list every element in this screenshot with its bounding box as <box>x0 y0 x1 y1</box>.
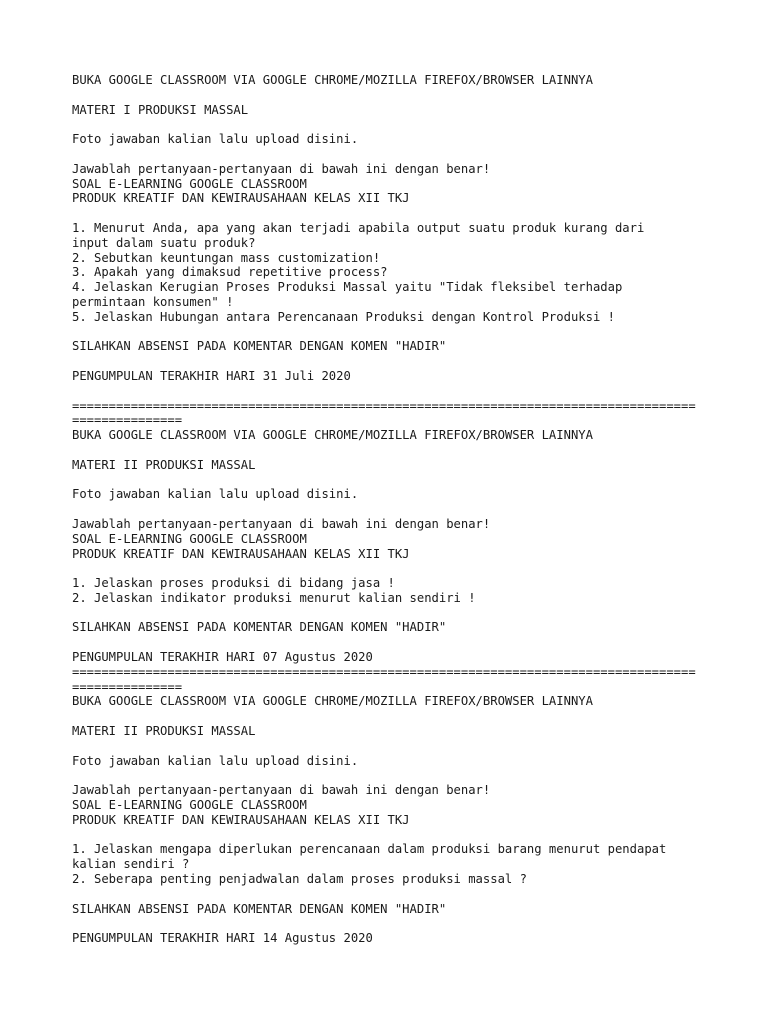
soal-title: SOAL E-LEARNING GOOGLE CLASSROOM <box>72 531 307 546</box>
deadline-note: PENGUMPULAN TERAKHIR HARI 14 Agustus 2020 <box>72 931 373 946</box>
separator-line: =============== <box>72 413 183 428</box>
question-line: 1. Jelaskan proses produksi di bidang jasa ! <box>72 576 395 591</box>
subject-title: PRODUK KREATIF DAN KEWIRAUSAHAAN KELAS XII TKJ <box>72 191 410 206</box>
soal-title: SOAL E-LEARNING GOOGLE CLASSROOM <box>72 176 307 191</box>
question-line: 3. Apakah yang dimaksud repetitive process? <box>72 265 388 280</box>
section-header: BUKA GOOGLE CLASSROOM VIA GOOGLE CHROME/MOZILLA FIREFOX/BROWSER LAINNYA <box>72 428 593 443</box>
question-line: 2. Seberapa penting penjadwalan dalam proses produksi massal ? <box>72 872 527 887</box>
question-line: kalian sendiri ? <box>72 857 190 872</box>
subject-title: PRODUK KREATIF DAN KEWIRAUSAHAAN KELAS XII TKJ <box>72 546 410 561</box>
upload-instruction: Foto jawaban kalian lalu upload disini. <box>72 487 359 502</box>
question-line: 1. Menurut Anda, apa yang akan terjadi apabila output suatu produk kurang dari <box>72 220 645 235</box>
absensi-note: SILAHKAN ABSENSI PADA KOMENTAR DENGAN KOMEN "HADIR" <box>72 620 447 635</box>
question-prompt: Jawablah pertanyaan-pertanyaan di bawah ini dengan benar! <box>72 161 491 176</box>
section-3 <box>72 694 712 946</box>
section-2 <box>72 428 712 665</box>
question-prompt: Jawablah pertanyaan-pertanyaan di bawah ini dengan benar! <box>72 783 491 798</box>
separator-line: =============== <box>72 679 183 694</box>
question-line: 5. Jelaskan Hubungan antara Perencanaan Produksi dengan Kontrol Produksi ! <box>72 309 615 324</box>
question-line: 4. Jelaskan Kerugian Proses Produksi Massal yaitu "Tidak fleksibel terhadap <box>72 280 623 295</box>
section-header: BUKA GOOGLE CLASSROOM VIA GOOGLE CHROME/MOZILLA FIREFOX/BROWSER LAINNYA <box>72 73 593 87</box>
materi-title: MATERI II PRODUKSI MASSAL <box>72 457 256 472</box>
question-line: input dalam suatu produk? <box>72 235 256 250</box>
question-line: 2. Sebutkan keuntungan mass customization! <box>72 250 381 265</box>
document-page <box>72 73 712 946</box>
absensi-note: SILAHKAN ABSENSI PADA KOMENTAR DENGAN KOMEN "HADIR" <box>72 339 447 354</box>
soal-title: SOAL E-LEARNING GOOGLE CLASSROOM <box>72 798 307 813</box>
materi-title: MATERI I PRODUKSI MASSAL <box>72 102 249 117</box>
question-prompt: Jawablah pertanyaan-pertanyaan di bawah ini dengan benar! <box>72 516 491 531</box>
section-header: BUKA GOOGLE CLASSROOM VIA GOOGLE CHROME/MOZILLA FIREFOX/BROWSER LAINNYA <box>72 694 593 709</box>
question-line: 2. Jelaskan indikator produksi menurut kalian sendiri ! <box>72 590 476 605</box>
deadline-note: PENGUMPULAN TERAKHIR HARI 31 Juli 2020 <box>72 368 351 383</box>
absensi-note: SILAHKAN ABSENSI PADA KOMENTAR DENGAN KOMEN "HADIR" <box>72 901 447 916</box>
upload-instruction: Foto jawaban kalian lalu upload disini. <box>72 132 359 147</box>
section-1 <box>72 73 712 399</box>
question-line: 1. Jelaskan mengapa diperlukan perencanaan dalam produksi barang menurut pendapat <box>72 842 667 857</box>
deadline-note: PENGUMPULAN TERAKHIR HARI 07 Agustus 2020 <box>72 650 373 665</box>
separator-line: ===================================================================================== <box>72 664 696 679</box>
upload-instruction: Foto jawaban kalian lalu upload disini. <box>72 753 359 768</box>
separator-line: ===================================================================================== <box>72 398 696 413</box>
materi-title: MATERI II PRODUKSI MASSAL <box>72 724 256 739</box>
question-line: permintaan konsumen" ! <box>72 294 234 309</box>
subject-title: PRODUK KREATIF DAN KEWIRAUSAHAAN KELAS XII TKJ <box>72 812 410 827</box>
